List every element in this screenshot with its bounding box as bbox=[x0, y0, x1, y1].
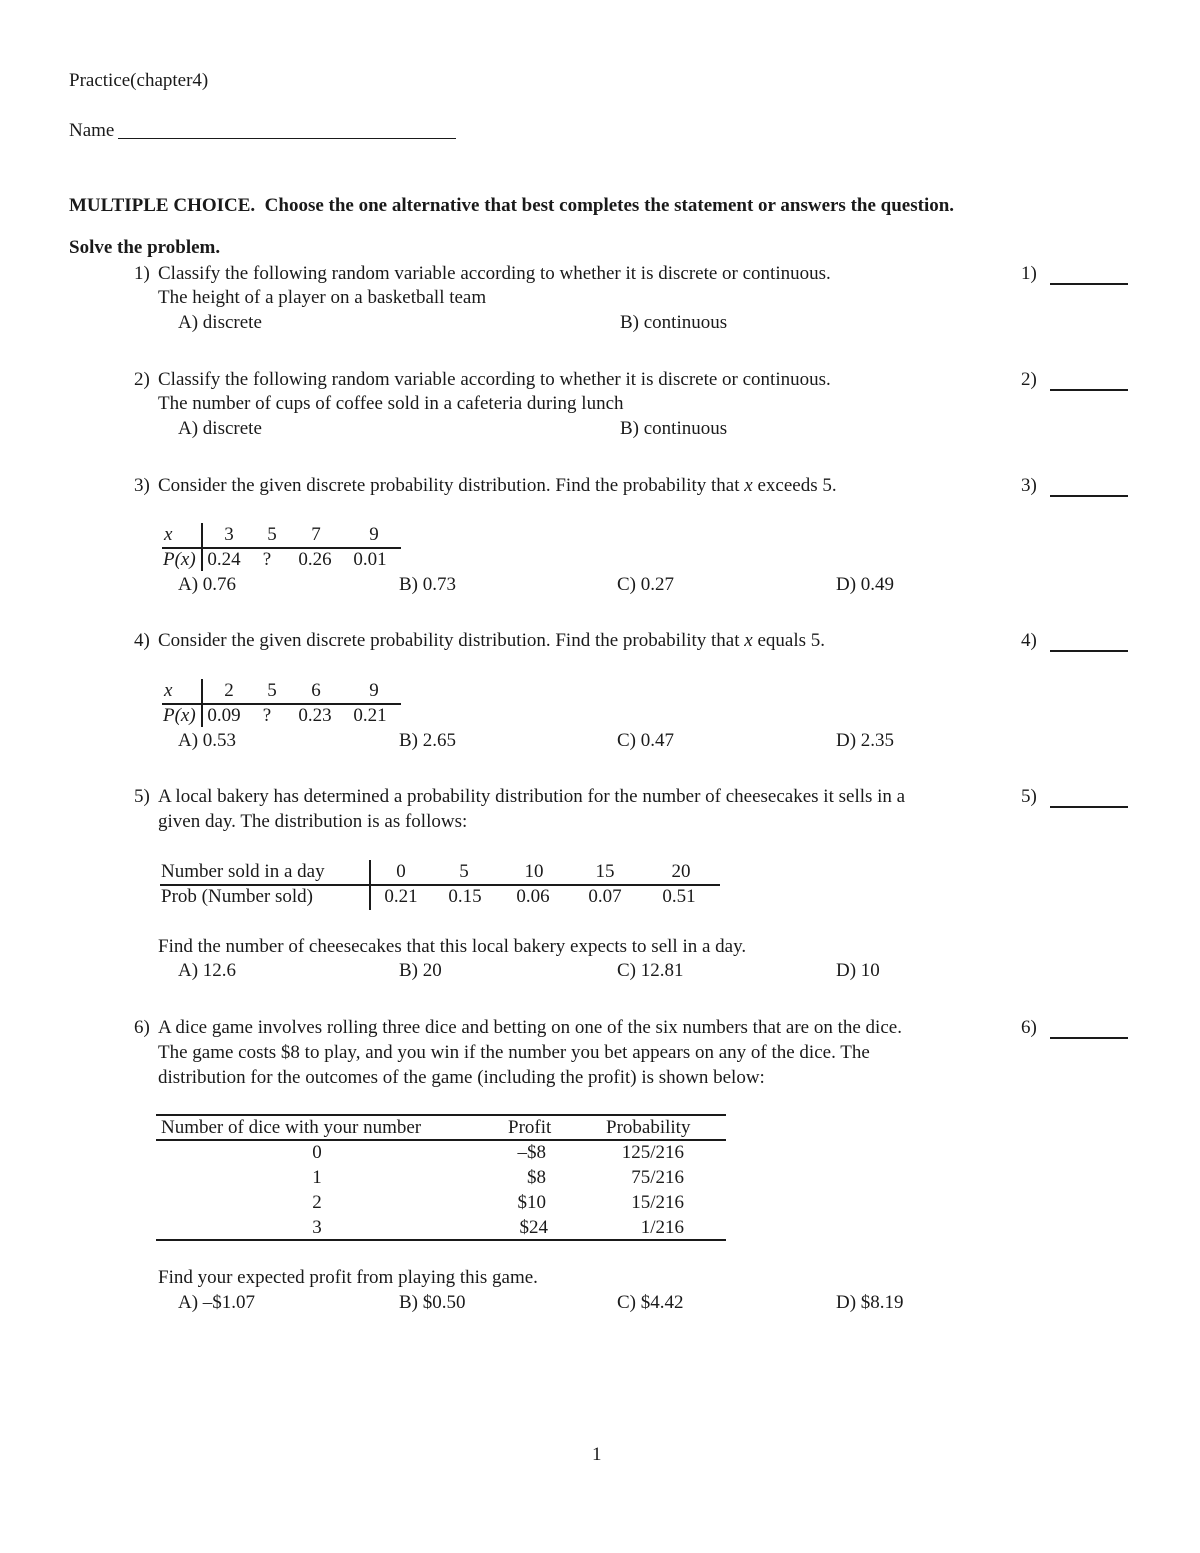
q5-table-p-cell: 0.07 bbox=[588, 886, 622, 907]
q3-option-b[interactable]: B) 0.73 bbox=[399, 574, 456, 595]
q4-table-p-cell: 0.23 bbox=[298, 705, 332, 726]
q6-table-cell: 2 bbox=[312, 1192, 322, 1213]
q6-answer-blank[interactable] bbox=[1050, 1037, 1128, 1039]
q3-stem-variable: x bbox=[744, 475, 753, 496]
q5-question: Find the number of cheesecakes that this local bakery expects to sell in a day. bbox=[158, 936, 747, 957]
q3-stem bbox=[158, 476, 837, 495]
q4-option-d[interactable]: D) 2.35 bbox=[836, 730, 895, 751]
q5-option-d[interactable]: D) 10 bbox=[836, 960, 880, 981]
q6-table-bottom-rule bbox=[156, 1239, 726, 1241]
q6-stem-line-3: distribution for the outcomes of the game (including the profit) is shown below: bbox=[158, 1067, 765, 1088]
q4-option-a[interactable]: A) 0.53 bbox=[178, 730, 237, 751]
q4-table-x-cell: 9 bbox=[369, 680, 379, 701]
mc-heading: MULTIPLE CHOICE. bbox=[69, 195, 256, 216]
q4-table-x-cell: 6 bbox=[311, 680, 321, 701]
q3-table-x-label: x bbox=[164, 524, 173, 545]
q5-stem-line-2: given day. The distribution is as follows: bbox=[158, 811, 468, 832]
q3-option-c[interactable]: C) 0.27 bbox=[617, 574, 674, 595]
q6-answer-number: 6) bbox=[1021, 1017, 1037, 1038]
section-heading: Solve the problem. bbox=[69, 237, 221, 258]
name-line[interactable] bbox=[118, 138, 456, 139]
q3-table-p-cell: ? bbox=[262, 549, 272, 570]
q6-option-c[interactable]: C) $4.42 bbox=[617, 1292, 684, 1313]
q4-stem-text-end: equals 5. bbox=[757, 630, 826, 651]
q6-table-cell: $24 bbox=[519, 1217, 548, 1238]
instructions-line bbox=[69, 196, 954, 215]
q4-table-p-cell: ? bbox=[262, 705, 272, 726]
q6-table-cell: 75/216 bbox=[631, 1167, 684, 1188]
q5-table-row2-label: Prob (Number sold) bbox=[161, 886, 313, 907]
q3-table-p-cell: 0.24 bbox=[207, 549, 241, 570]
q6-option-d[interactable]: D) $8.19 bbox=[836, 1292, 904, 1313]
q4-stem-variable: x bbox=[744, 630, 753, 651]
q5-table-p-cell: 0.51 bbox=[662, 886, 696, 907]
q6-table-header: Profit bbox=[508, 1117, 552, 1138]
q1-number: 1) bbox=[134, 263, 150, 284]
q5-table-x-cell: 0 bbox=[396, 861, 406, 882]
q2-number: 2) bbox=[134, 369, 150, 390]
q3-table-x-cell: 9 bbox=[369, 524, 379, 545]
q5-table-x-cell: 10 bbox=[524, 861, 544, 882]
q6-option-a[interactable]: A) –$1.07 bbox=[178, 1292, 256, 1313]
q5-table-horizontal-rule bbox=[160, 884, 720, 886]
q2-answer-blank[interactable] bbox=[1050, 389, 1128, 391]
q4-table-p-cell: 0.21 bbox=[353, 705, 387, 726]
q4-stem bbox=[158, 631, 825, 650]
q5-table-p-cell: 0.06 bbox=[516, 886, 550, 907]
mc-instructions: Choose the one alternative that best completes the statement or answers the question. bbox=[264, 195, 955, 216]
q6-stem-line-2: The game costs $8 to play, and you win if the number you bet appears on any of the dice. The bbox=[158, 1042, 870, 1063]
q6-table-cell: 1 bbox=[312, 1167, 322, 1188]
q3-option-d[interactable]: D) 0.49 bbox=[836, 574, 895, 595]
q4-option-b[interactable]: B) 2.65 bbox=[399, 730, 456, 751]
q4-number: 4) bbox=[134, 630, 150, 651]
q1-answer-blank[interactable] bbox=[1050, 283, 1128, 285]
q4-table-x-label: x bbox=[164, 680, 173, 701]
q5-stem-line-1: A local bakery has determined a probability distribution for the number of cheesecakes it sells in a bbox=[158, 786, 906, 807]
q4-table-p-cell: 0.09 bbox=[207, 705, 241, 726]
q4-table-x-cell: 5 bbox=[267, 680, 277, 701]
q6-table-header-rule bbox=[156, 1139, 726, 1141]
q2-option-b[interactable]: B) continuous bbox=[620, 418, 728, 439]
q4-table-x-cell: 2 bbox=[224, 680, 234, 701]
document-title: Practice(chapter4) bbox=[69, 70, 209, 91]
q5-table-x-cell: 15 bbox=[595, 861, 615, 882]
q6-table-top-rule bbox=[156, 1114, 726, 1116]
q1-stem: Classify the following random variable according to whether it is discrete or continuous. bbox=[158, 263, 831, 284]
q6-table-cell: 125/216 bbox=[621, 1142, 684, 1163]
q3-table-p-cell: 0.01 bbox=[353, 549, 387, 570]
name-label: Name bbox=[69, 120, 115, 141]
q4-answer-number: 4) bbox=[1021, 630, 1037, 651]
q3-table-p-cell: 0.26 bbox=[298, 549, 332, 570]
q3-table-x-cell: 7 bbox=[311, 524, 321, 545]
q5-answer-number: 5) bbox=[1021, 786, 1037, 807]
q5-number: 5) bbox=[134, 786, 150, 807]
q3-stem-text: Consider the given discrete probability distribution. Find the probability that bbox=[158, 475, 740, 496]
q2-option-a[interactable]: A) discrete bbox=[178, 418, 262, 439]
q2-detail: The number of cups of coffee sold in a cafeteria during lunch bbox=[158, 393, 624, 414]
q5-table-x-cell: 5 bbox=[459, 861, 469, 882]
q1-answer-number: 1) bbox=[1021, 263, 1037, 284]
q3-table-x-cell: 3 bbox=[224, 524, 234, 545]
q6-table-cell: 3 bbox=[312, 1217, 322, 1238]
q2-answer-number: 2) bbox=[1021, 369, 1037, 390]
q1-option-b[interactable]: B) continuous bbox=[620, 312, 728, 333]
q5-table-p-cell: 0.15 bbox=[448, 886, 482, 907]
q4-stem-text: Consider the given discrete probability distribution. Find the probability that bbox=[158, 630, 740, 651]
q4-answer-blank[interactable] bbox=[1050, 650, 1128, 652]
q6-table-cell: 15/216 bbox=[631, 1192, 684, 1213]
q6-table-cell: $8 bbox=[527, 1167, 546, 1188]
q4-table-p-label: P(x) bbox=[163, 705, 196, 726]
q6-table-cell: –$8 bbox=[517, 1142, 546, 1163]
q6-table-cell: $10 bbox=[517, 1192, 546, 1213]
q6-question: Find your expected profit from playing this game. bbox=[158, 1267, 538, 1288]
q2-stem: Classify the following random variable according to whether it is discrete or continuous. bbox=[158, 369, 831, 390]
q3-table-p-label: P(x) bbox=[163, 549, 196, 570]
q1-option-a[interactable]: A) discrete bbox=[178, 312, 262, 333]
q5-option-c[interactable]: C) 12.81 bbox=[617, 960, 684, 981]
page-number: 1 bbox=[592, 1444, 602, 1465]
q5-table-row1-label: Number sold in a day bbox=[161, 861, 325, 882]
q3-number: 3) bbox=[134, 475, 150, 496]
q1-detail: The height of a player on a basketball team bbox=[158, 287, 487, 308]
q3-table-x-cell: 5 bbox=[267, 524, 277, 545]
q6-table-header: Number of dice with your number bbox=[161, 1117, 422, 1138]
q3-answer-blank[interactable] bbox=[1050, 495, 1128, 497]
q5-option-b[interactable]: B) 20 bbox=[399, 960, 442, 981]
q3-option-a[interactable]: A) 0.76 bbox=[178, 574, 237, 595]
q3-stem-text-end: exceeds 5. bbox=[757, 475, 837, 496]
q5-option-a[interactable]: A) 12.6 bbox=[178, 960, 237, 981]
q4-option-c[interactable]: C) 0.47 bbox=[617, 730, 674, 751]
q5-table-p-cell: 0.21 bbox=[384, 886, 418, 907]
q6-number: 6) bbox=[134, 1017, 150, 1038]
q6-table-cell: 1/216 bbox=[640, 1217, 684, 1238]
q6-option-b[interactable]: B) $0.50 bbox=[399, 1292, 466, 1313]
q6-table-cell: 0 bbox=[312, 1142, 322, 1163]
q6-stem-line-1: A dice game involves rolling three dice and betting on one of the six numbers that are on the dice. bbox=[158, 1017, 902, 1038]
q5-answer-blank[interactable] bbox=[1050, 806, 1128, 808]
q3-answer-number: 3) bbox=[1021, 475, 1037, 496]
q5-table-x-cell: 20 bbox=[671, 861, 691, 882]
q6-table-header: Probability bbox=[606, 1117, 691, 1138]
